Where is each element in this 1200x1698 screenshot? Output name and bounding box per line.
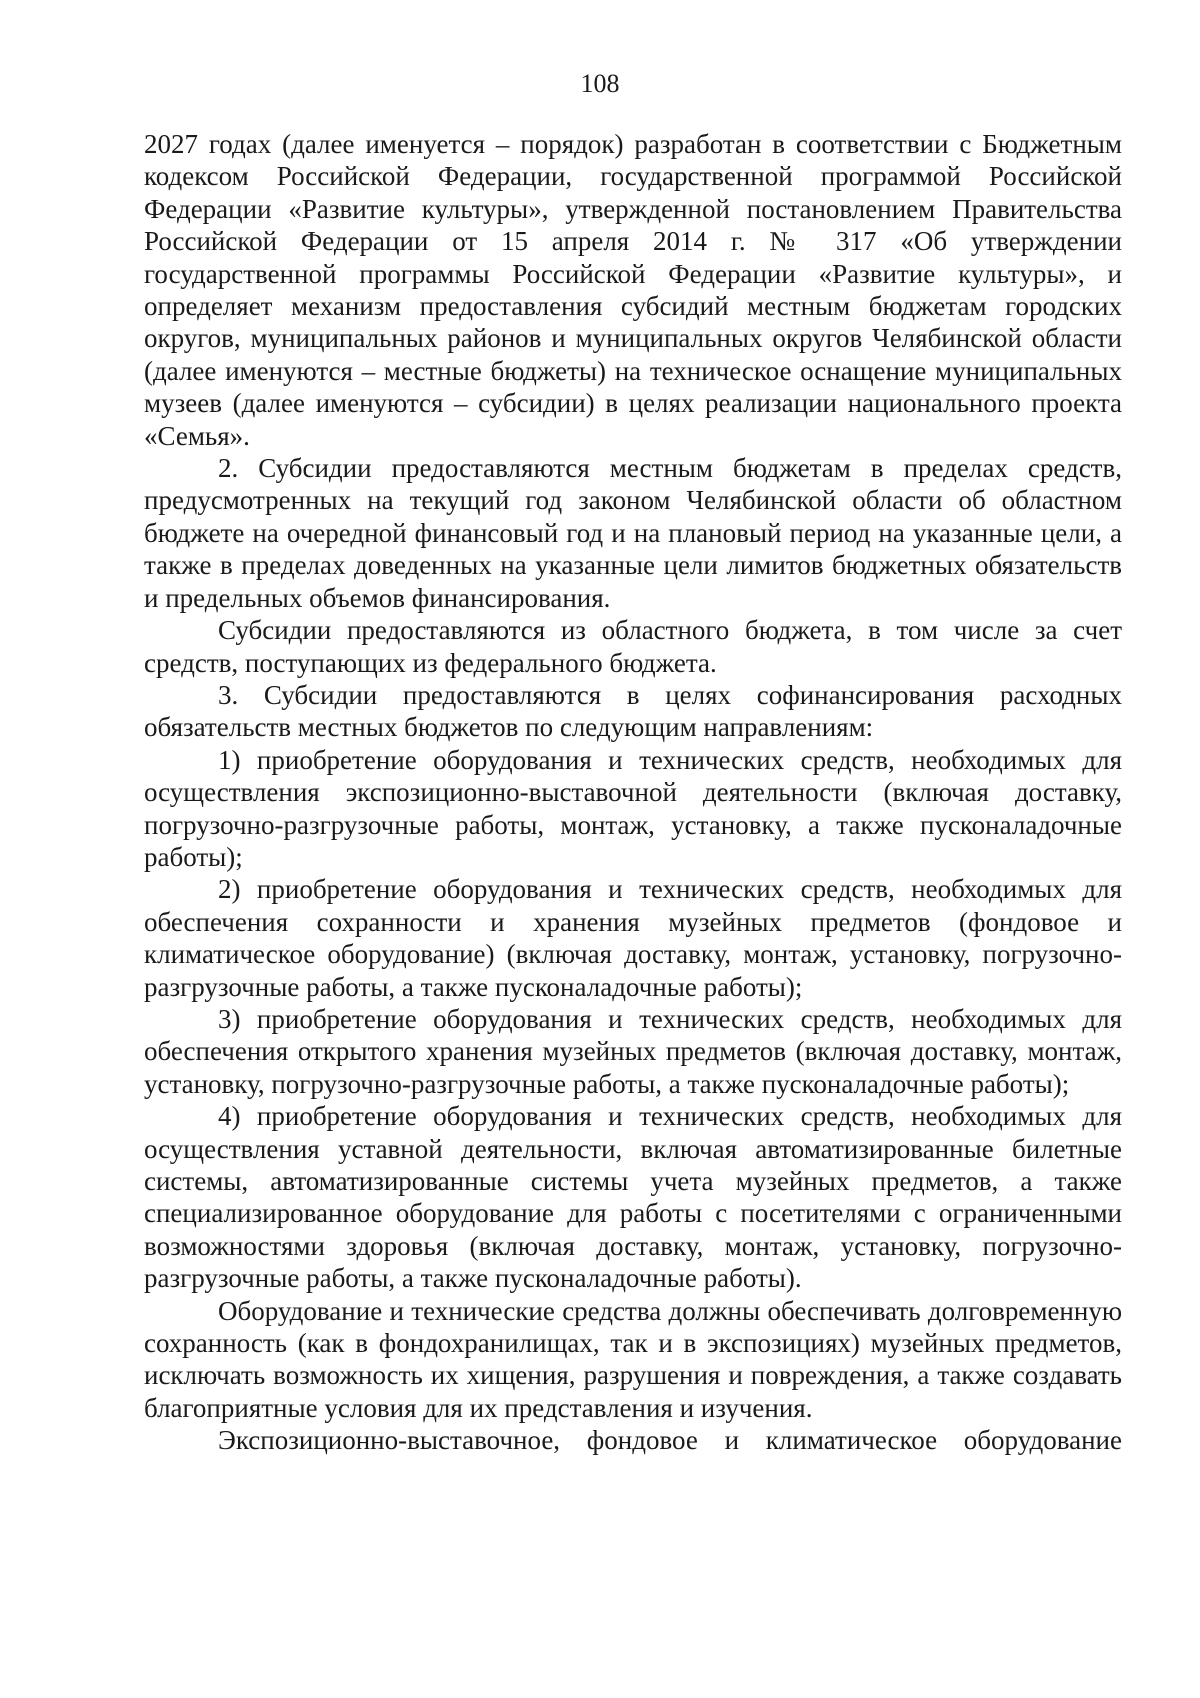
list-item-4: 4) приобретение оборудования и технических средств, необходимых для осуществления уставной деятельности, включая автоматизированные билетные системы, автоматизированные системы учета музейных предметов, а также специализированное оборудование для работы с посетителями с ограниченными возможностями здоровья (включая доставку, монтаж, установку, погрузочно-разгрузочные работы, а также пусконаладочные работы). bbox=[144, 1101, 1122, 1294]
paragraph-equipment-requirements: Оборудование и технические средства должны обеспечивать долговременную сохранность (как в фондохранилищах, так и в экспозициях) музейных предметов, исключать возможность их хищения, разрушения и повреждения, а также создавать благоприятные условия для их представления и изучения. bbox=[144, 1295, 1122, 1423]
page-number: 108 bbox=[580, 69, 620, 98]
document-body bbox=[144, 128, 1122, 1457]
paragraph-equipment-continued: Экспозиционно-выставочное, фондовое и климатическое оборудование bbox=[218, 1425, 1122, 1456]
paragraph-item-2: 2. Субсидии предоставляются местным бюджетам в пределах средств, предусмотренных на текущий год законом Челябинской области об областном бюджете на очередной финансовый год и на плановый период на указанные цели, а также в пределах доведенных на указанные цели лимитов бюджетных обязательств и предельных объемов финансирования. bbox=[144, 453, 1122, 613]
paragraph-subsidy-sources: Субсидии предоставляются из областного бюджета, в том числе за счет средств, поступающих из федерального бюджета. bbox=[144, 615, 1122, 678]
list-item-1: 1) приобретение оборудования и технических средств, необходимых для осуществления экспозиционно-выставочной деятельности (включая доставку, погрузочно-разгрузочные работы, монтаж, установку, а также пусконаладочные работы); bbox=[144, 744, 1122, 872]
paragraph-procedure-intro: 2027 годах (далее именуется – порядок) разработан в соответствии с Бюджетным кодексом Российской Федерации, государственной программой Российской Федерации «Развитие культуры», утвержденной постановлением Правительства Российской Федерации от 15 апреля 2014 г. № 317 «Об утверждении государственной программы Российской Федерации «Развитие культуры», и определяет механизм предоставления субсидий местным бюджетам городских округов, муниципальных районов и муниципальных округов Челябинской области (далее именуются – местные бюджеты) на техническое оснащение муниципальных музеев (далее именуются – субсидии) в целях реализации национального проекта «Семья». bbox=[144, 129, 1122, 451]
list-item-2: 2) приобретение оборудования и технических средств, необходимых для обеспечения сохранности и хранения музейных предметов (фондовое и климатическое оборудование) (включая доставку, монтаж, установку, погрузочно-разгрузочные работы, а также пусконаладочные работы); bbox=[144, 874, 1122, 1002]
paragraph-item-3: 3. Субсидии предоставляются в целях софинансирования расходных обязательств местных бюджетов по следующим направлениям: bbox=[144, 679, 1122, 743]
list-item-3: 3) приобретение оборудования и технических средств, необходимых для обеспечения открытого хранения музейных предметов (включая доставку, монтаж, установку, погрузочно-разгрузочные работы, а также пусконаладочные работы); bbox=[144, 1003, 1122, 1099]
